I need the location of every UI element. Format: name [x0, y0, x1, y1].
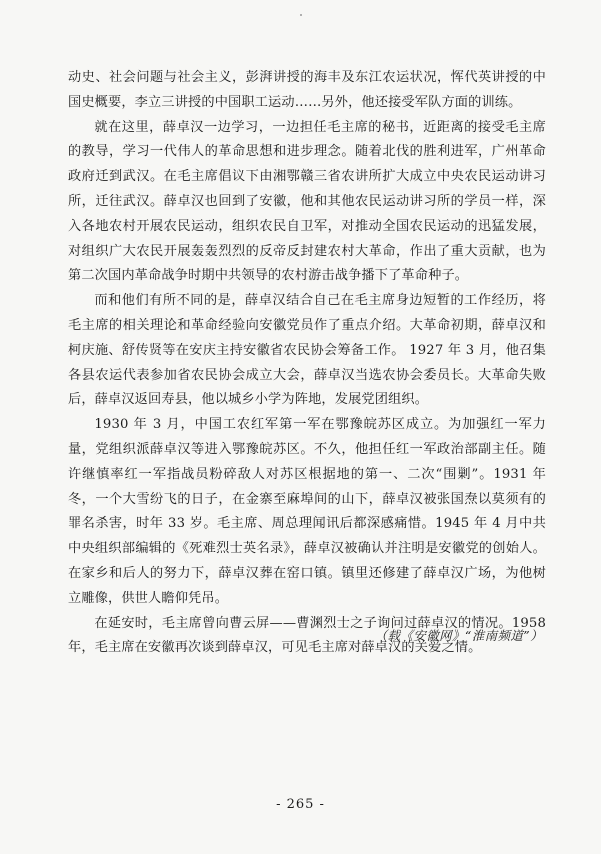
- paragraph-yanan: 在延安时，毛主席曾向曹云屏——曹渊烈士之子询问过薛卓汉的情况。1958 年，毛主席在安徽再次谈到薛卓汉，可见毛主席对薛卓汉的关爱之情。: [68, 615, 546, 656]
- source-citation: （载《安徽网》“淮南频道”）: [374, 628, 543, 643]
- page-number: - 265 -: [276, 797, 325, 812]
- paragraph-secretary: 就在这里，薛卓汉一边学习，一边担任毛主席的秘书，近距离的接受毛主席的教导，学习一代伟人的革命思想和进步理念。随着北伐的胜利进军，广州革命政府迁到武汉。在毛主席倡议下由湘鄂赣三省农讲所扩大成立中央农民运动讲习所，迁往武汉。薛卓汉也回到了安徽，他和其他农民运动讲习所的学员一样，深入各地农村开展农民运动，组织农民自卫军，对推动全国农民运动的迅猛发展，对组织广大农民开展轰轰烈烈的反帝反封建农村大革命，作出了重大贡献，也为第二次国内革命战争时期中共领导的农村游击战争播下了革命种子。: [68, 119, 546, 284]
- paragraph-continued: 动史、社会问题与社会主义，彭湃讲授的海丰及东江农运状况，恽代英讲授的中国史概要，李立三讲授的中国职工运动……另外，他还接受军队方面的训练。: [68, 70, 546, 110]
- paragraph-red-army: 1930 年 3 月，中国工农红军第一军在鄂豫皖苏区成立。为加强红一军力量，党组织派薛卓汉等进入鄂豫皖苏区。不久，他担任红一军政治部副主任。随许继慎率红一军指战员粉碎敌人对苏区根据地的第一、二次“围剿”。1931 年冬，一个大雪纷飞的日子，在金寨至麻埠间的山下，薛卓汉被张国焘以莫须有的罪名杀害，时年 33 岁。毛主席、周总理闻讯后都深感痛惜。1945 年 4 月中共中央组织部编辑的《死难烈士英名录》，薛卓汉被确认并注明是安徽党的创始人。在家乡和后人的努力下，薛卓汉葬在窑口镇。镇里还修建了薛卓汉广场，为他树立雕像，供世人瞻仰凭吊。: [68, 417, 546, 606]
- paragraph-anhui-work: 而和他们有所不同的是，薛卓汉结合自己在毛主席身边短暂的工作经历，将毛主席的相关理论和革命经验向安徽党员作了重点介绍。大革命初期，薛卓汉和柯庆施、舒传贤等在安庆主持安徽省农民协会筹备工作。 1927 年 3 月，他召集各县农运代表参加省农民协会成立大会，薛卓汉当选农协会委员长。大革命失败后，薛卓汉返回寿县，他以城乡小学为阵地，发展党团组织。: [68, 293, 546, 408]
- body-text: [68, 66, 546, 661]
- scan-speck: [300, 14, 302, 16]
